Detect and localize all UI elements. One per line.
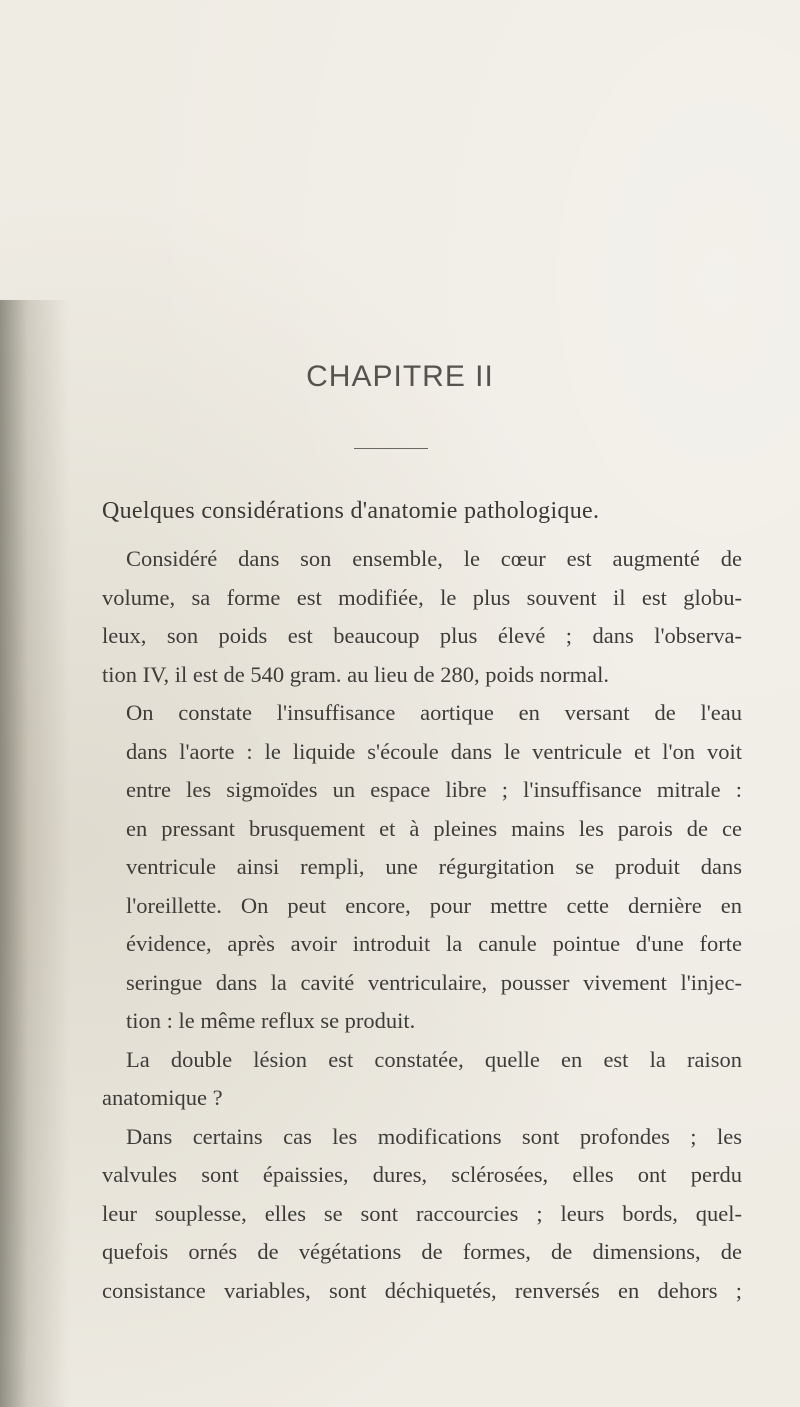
title-divider bbox=[354, 448, 428, 449]
body-text bbox=[102, 540, 742, 1310]
text-line: dans l'aorte : le liquide s'écoule dans le ventricule et l'on voit bbox=[126, 738, 742, 764]
text-line: valvules sont épaissies, dures, sclérosées, elles ont perdu bbox=[102, 1162, 742, 1187]
text-line: en pressant brusquement et à pleines mains les parois de ce bbox=[126, 815, 742, 841]
text-line: entre les sigmoïdes un espace libre ; l'insuffisance mitrale : bbox=[126, 777, 742, 802]
text-line: Dans certains cas les modifications sont profondes ; les bbox=[126, 1123, 742, 1149]
text-line: On constate l'insuffisance aortique en versant de l'eau bbox=[126, 700, 742, 725]
text-line: évidence, après avoir introduit la canule pointue d'une forte bbox=[126, 931, 742, 956]
text-line: tion : le même reflux se produit. bbox=[126, 1008, 416, 1033]
text-line: leux, son poids est beaucoup plus élevé ; dans l'observa- bbox=[102, 623, 742, 648]
text-line: La double lésion est constatée, quelle en est la raison bbox=[126, 1046, 742, 1072]
text-line: anatomique ? bbox=[102, 1085, 223, 1110]
text-line: tion IV, il est de 540 gram. au lieu de 280, poids normal. bbox=[102, 661, 610, 687]
text-line: consistance variables, sont déchiquetés, renversés en dehors ; bbox=[102, 1277, 742, 1303]
section-title: Quelques considérations d'anatomie pathologique. bbox=[102, 498, 600, 524]
text-line: l'oreillette. On peut encore, pour mettre cette dernière en bbox=[126, 892, 742, 918]
text-line: ventricule ainsi rempli, une régurgitation se produit dans bbox=[126, 854, 742, 879]
page-binding-shadow bbox=[0, 300, 70, 1407]
text-line: volume, sa forme est modifiée, le plus souvent il est globu- bbox=[102, 584, 742, 610]
text-line: Considéré dans son ensemble, le cœur est augmenté de bbox=[126, 546, 742, 571]
text-line: leur souplesse, elles se sont raccourcies ; leurs bords, quel- bbox=[102, 1200, 742, 1226]
text-line: quefois ornés de végétations de formes, de dimensions, de bbox=[102, 1239, 742, 1264]
chapter-title: CHAPITRE II bbox=[306, 360, 494, 393]
text-line: seringue dans la cavité ventriculaire, pousser vivement l'injec- bbox=[126, 969, 742, 995]
